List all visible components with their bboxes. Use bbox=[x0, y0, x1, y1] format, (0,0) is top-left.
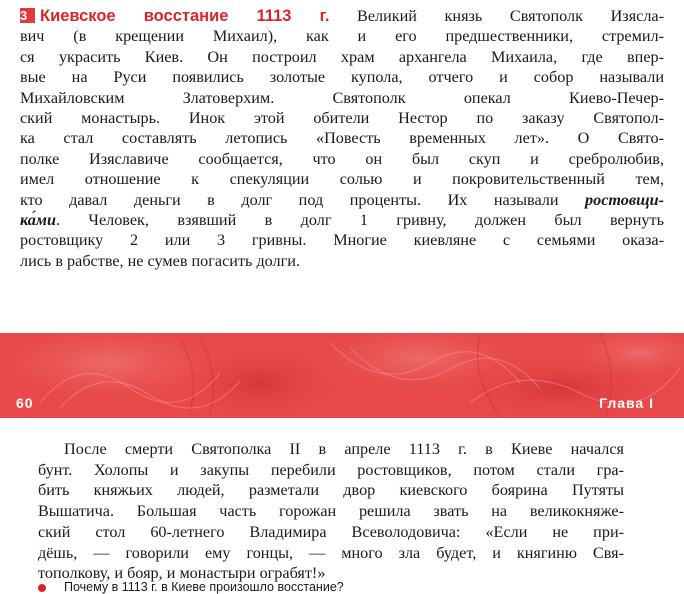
text-line: ся украсить Киев. Он построил храм архангела Михаила, где впер- bbox=[20, 47, 664, 66]
text-line: имел отношение к спекуляции солью и покровительственный тем, bbox=[20, 170, 664, 189]
text-line: вые на Руси появились золотые купола, отчего и собор называли bbox=[20, 68, 664, 87]
text-line bbox=[20, 210, 664, 230]
text-line bbox=[20, 6, 664, 26]
text-line: бунт. Холопы и закупы перебили ростовщиков, потом стали гра- bbox=[38, 460, 624, 479]
band-texture bbox=[0, 333, 684, 418]
key-term: ка́ми bbox=[20, 211, 56, 230]
chapter-band bbox=[0, 333, 684, 418]
text-line-content: . Человек, взявший в долг 1 гривну, должен был вернуть bbox=[56, 211, 664, 230]
key-term: ростовщи- bbox=[585, 190, 664, 209]
text-line: После смерти Святополка II в апреле 1113 г. в Киеве начался bbox=[64, 440, 624, 458]
text-line: Михайловским Златоверхим. Святополк опекал Киево-Печер- bbox=[20, 88, 664, 107]
bullet-icon bbox=[38, 584, 46, 592]
text-line: ростовщику 2 или 3 гривны. Многие киевляне с семьями оказа- bbox=[20, 231, 664, 250]
text-line: вич (в крещении Михаил), как и его предшественники, стремил- bbox=[20, 27, 664, 46]
text-line: полке Изяславиче сообщается, что он был скуп и сребролюбив, bbox=[20, 149, 664, 168]
section-heading: Киевское восстание 1113 г. bbox=[40, 7, 330, 25]
section-number-badge: 3 bbox=[20, 8, 35, 23]
page-number: 60 bbox=[16, 395, 34, 411]
section-text bbox=[20, 6, 664, 271]
text-line bbox=[20, 190, 664, 210]
text-line: Вышатича. Большая часть горожан решила звать на великокняже- bbox=[38, 502, 624, 521]
text-line-content: кто давал деньги в долг под проценты. Их называли bbox=[20, 190, 559, 209]
text-line: тополкову, и бояр, и монастыри ограбят!» bbox=[38, 564, 326, 583]
text-line-content: Великий князь Святополк Изясла- bbox=[357, 7, 664, 25]
text-line: ский стол 60-летнего Владимира Всеволодовича: «Если не при- bbox=[38, 522, 624, 541]
text-line: дёшь, — говорили ему гонцы, — много зла будет, и княгиню Свя- bbox=[38, 543, 624, 562]
text-line: бить княжьих людей, разметали двор киевского боярина Путяты bbox=[38, 481, 624, 500]
text-line: ский монастырь. Инок этой обители Нестор по заказу Святопол- bbox=[20, 109, 664, 128]
chapter-label: Глава I bbox=[599, 395, 654, 411]
text-line: лись в рабстве, не сумев погасить долги. bbox=[20, 251, 300, 270]
continuation-text bbox=[38, 439, 624, 584]
text-line: ка стал составлять летопись «Повесть временных лет». О Свято- bbox=[20, 129, 664, 148]
question-text: Почему в 1113 г. в Киеве произошло восстание? bbox=[64, 580, 344, 594]
